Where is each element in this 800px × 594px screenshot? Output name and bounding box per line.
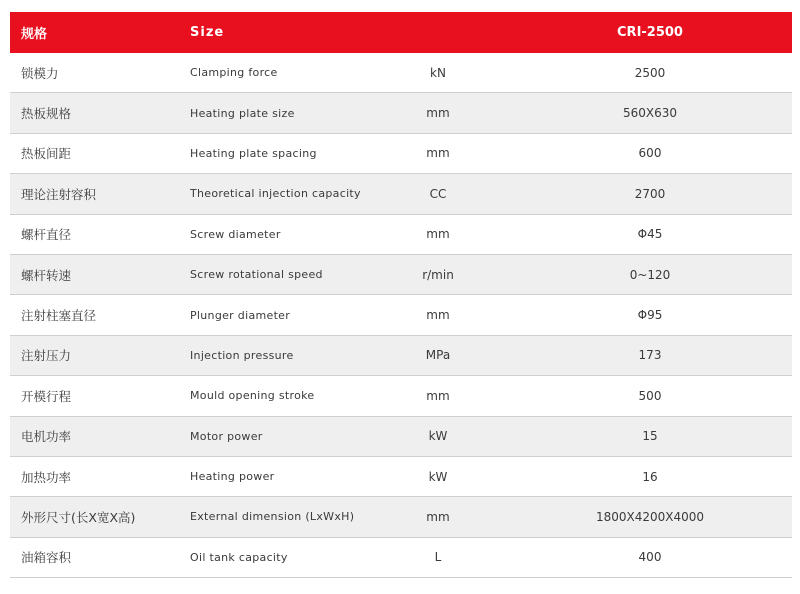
table-row [10, 376, 792, 416]
spec-value: Φ95 [637, 308, 663, 323]
spec-name-en: Screw diameter [190, 227, 281, 241]
table-row [10, 538, 792, 578]
table-row [10, 295, 792, 335]
spec-unit: mm [426, 388, 450, 403]
spec-name-cn: 开模行程 [21, 388, 72, 404]
spec-unit: L [434, 550, 442, 565]
spec-unit: CC [429, 186, 447, 201]
spec-name-en: Heating power [190, 470, 275, 484]
spec-name-en: Screw rotational speed [190, 268, 323, 282]
spec-name-cn: 理论注射容积 [21, 186, 97, 202]
spec-name-cn: 电机功率 [21, 429, 72, 445]
spec-unit: r/min [422, 267, 454, 282]
spec-unit: mm [426, 308, 450, 323]
spec-name-en: Motor power [190, 429, 263, 443]
spec-name-en: Clamping force [190, 66, 278, 80]
header-spec-cn: 规格 [21, 27, 48, 42]
spec-unit: mm [426, 106, 450, 121]
table-row [10, 93, 792, 133]
spec-name-cn: 加热功率 [21, 469, 72, 485]
spec-value: 2500 [634, 65, 666, 80]
spec-name-en: Heating plate size [190, 106, 295, 120]
table-row [10, 174, 792, 214]
table-header [10, 12, 792, 53]
spec-name-en: Theoretical injection capacity [190, 187, 361, 201]
spec-unit: kW [428, 429, 448, 444]
table-row [10, 53, 792, 93]
spec-value: 1800X4200X4000 [595, 509, 705, 524]
spec-name-cn: 注射柱塞直径 [21, 308, 97, 324]
spec-value: 15 [642, 429, 658, 444]
table-row [10, 255, 792, 295]
table-row [10, 134, 792, 174]
table-row [10, 417, 792, 457]
spec-value: 16 [642, 469, 658, 484]
table-row [10, 336, 792, 376]
spec-unit: kN [430, 65, 446, 80]
spec-name-cn: 螺杆转速 [21, 267, 72, 283]
spec-value: 500 [638, 388, 662, 403]
spec-name-cn: 热板间距 [21, 146, 72, 162]
spec-name-cn: 热板规格 [21, 106, 72, 122]
table-body [10, 53, 792, 578]
spec-unit: mm [426, 227, 450, 242]
spec-value: 2700 [634, 186, 666, 201]
table-row [10, 457, 792, 497]
spec-name-cn: 外形尺寸(长X宽X高) [21, 509, 136, 525]
spec-name-en: Mould opening stroke [190, 389, 315, 403]
spec-name-en: Oil tank capacity [190, 550, 288, 564]
spec-value: Φ45 [637, 227, 663, 242]
table-row [10, 497, 792, 537]
spec-value: 173 [638, 348, 662, 363]
spec-value: 600 [638, 146, 662, 161]
header-model: CRI-2500 [617, 25, 683, 40]
spec-name-en: Heating plate spacing [190, 146, 317, 160]
spec-name-en: External dimension (LxWxH) [190, 510, 355, 524]
spec-unit: MPa [425, 348, 451, 363]
spec-unit: mm [426, 509, 450, 524]
spec-table [10, 12, 792, 578]
spec-name-cn: 螺杆直径 [21, 227, 72, 243]
spec-name-cn: 锁模力 [21, 65, 59, 81]
header-spec-en: Size [190, 25, 225, 40]
spec-value: 0~120 [629, 267, 671, 282]
spec-value: 400 [638, 550, 662, 565]
spec-unit: kW [428, 469, 448, 484]
spec-unit: mm [426, 146, 450, 161]
spec-name-en: Plunger diameter [190, 308, 291, 322]
spec-name-en: Injection pressure [190, 348, 294, 362]
spec-value: 560X630 [622, 106, 678, 121]
table-row [10, 215, 792, 255]
spec-name-cn: 注射压力 [21, 348, 72, 364]
spec-name-cn: 油箱容积 [21, 550, 72, 566]
